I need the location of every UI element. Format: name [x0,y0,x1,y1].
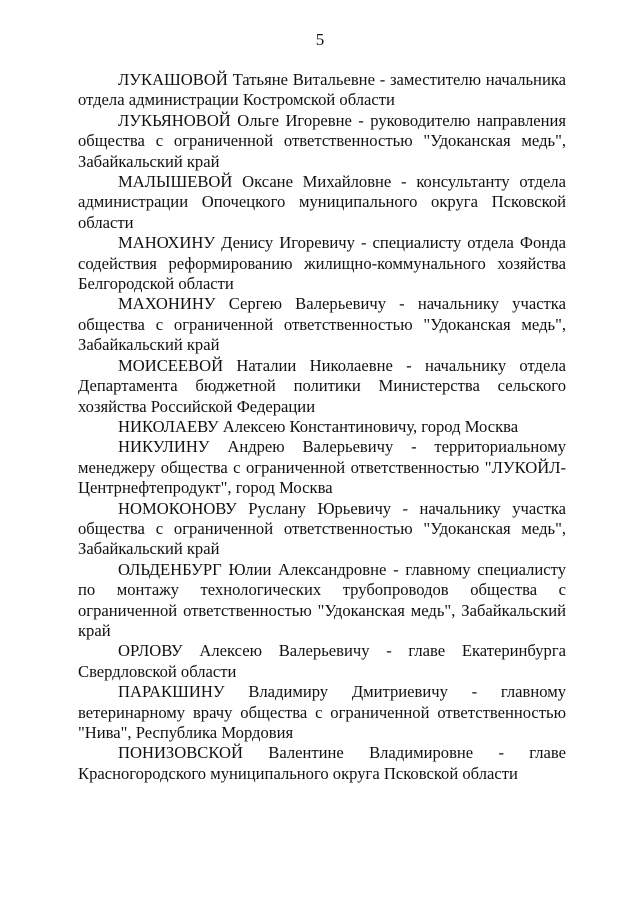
list-item: ПАРАКШИНУ Владимиру Дмитриевичу - главному ветеринарному врачу общества с ограниченной ответственностью "Нива", Республика Мордовия [78,682,566,742]
list-item: МАХОНИНУ Сергею Валерьевичу - начальнику участка общества с ограниченной ответственностью "Удоканская медь", Забайкальский край [78,294,566,355]
award-list [78,70,566,784]
list-item: МОИСЕЕВОЙ Наталии Николаевне - начальнику отдела Департамента бюджетной политики Министерства сельского хозяйства Российской Федерации [78,355,566,416]
list-item: НОМОКОНОВУ Руслану Юрьевичу - начальнику участка общества с ограниченной ответственностью "Удоканская медь", Забайкальский край [78,498,566,559]
page-number: 5 [315,30,325,49]
list-item: НИКУЛИНУ Андрею Валерьевичу - территориальному менеджеру общества с ограниченной ответственностью "ЛУКОЙЛ-Центрнефтепродукт", город Москва [78,437,566,498]
list-item: НИКОЛАЕВУ Алексею Константиновичу, город Москва [118,416,519,436]
list-item: ОЛЬДЕНБУРГ Юлии Александровне - главному специалисту по монтажу технологических трубопроводов общества с ограниченной ответственностью "Удоканская медь", Забайкальский край [78,559,566,640]
list-item: ОРЛОВУ Алексею Валерьевичу - главе Екатеринбурга Свердловской области [78,641,566,681]
list-item: МАНОХИНУ Денису Игоревичу - специалисту отдела Фонда содействия реформированию жилищно-коммунального хозяйства Белгородской области [78,233,566,294]
list-item: МАЛЫШЕВОЙ Оксане Михайловне - консультанту отдела администрации Опочецкого муниципального округа Псковской области [78,172,566,232]
list-item: ЛУКАШОВОЙ Татьяне Витальевне - заместителю начальника отдела администрации Костромской области [78,70,566,110]
list-item: ПОНИЗОВСКОЙ Валентине Владимировне - главе Красногородского муниципального округа Псковской области [78,743,566,783]
list-item: ЛУКЬЯНОВОЙ Ольге Игоревне - руководителю направления общества с ограниченной ответственностью "Удоканская медь", Забайкальский край [78,110,566,171]
